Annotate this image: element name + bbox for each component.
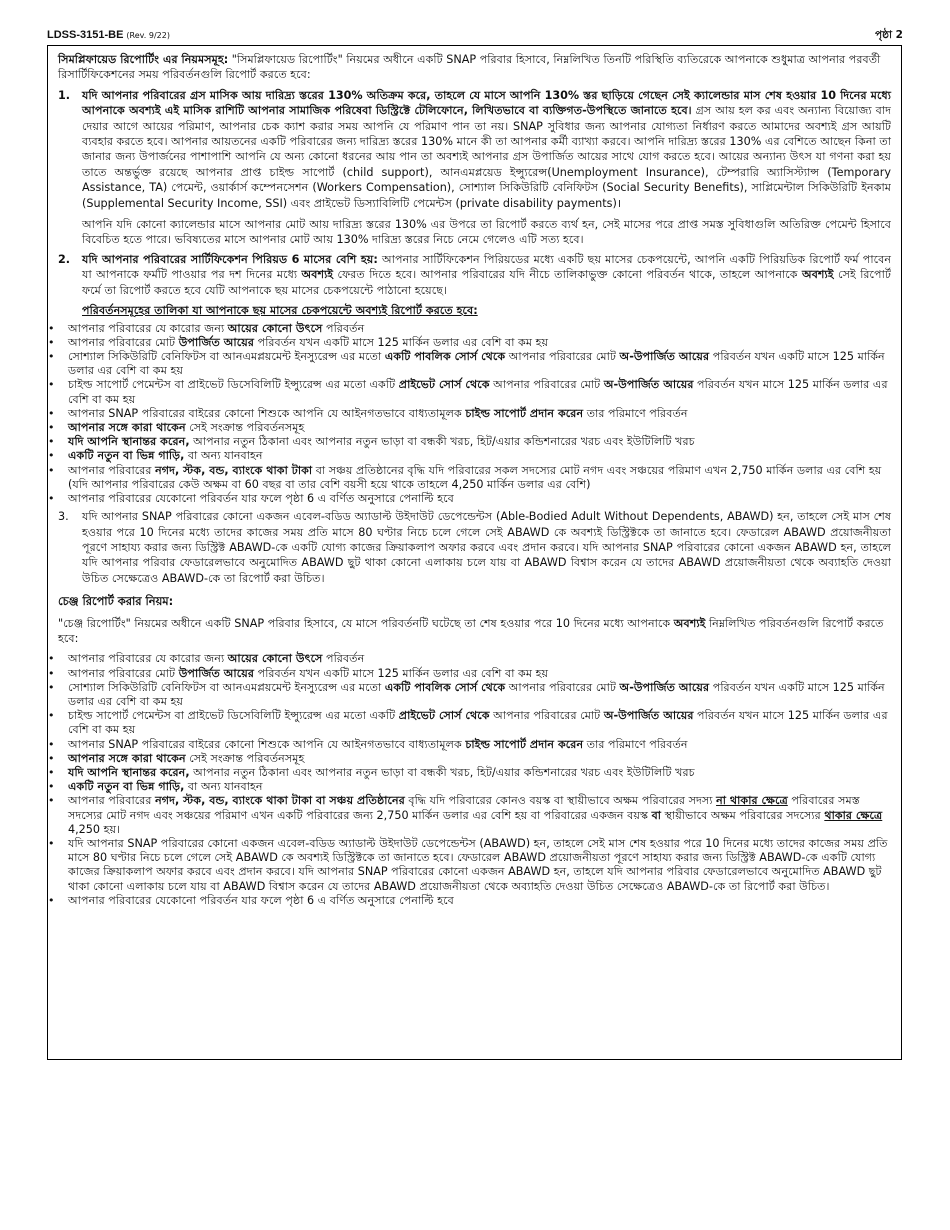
item-2-text: ফেরত দিতে হবে। আপনার পরিবারের যদি নীচে তালিকাভুক্ত কোনো পরিবর্তন থাকে, তাহলে আপনাকে [333, 268, 802, 282]
item-2-emphasis: অবশ্যই [301, 268, 334, 282]
intro-paragraph [58, 52, 891, 83]
list-item: • আপনার পরিবারের নগদ, স্টক, বন্ড, ব্যাংকে থাকা টাকা বা সঞ্চয় প্রতিষ্ঠানের বৃদ্ধি যদি পরিবারের সকল সদস্যের মোট নগদ এবং সঞ্চয়ের পরিমাণ এখন 2,750 মার্কিন ডলার এর বেশি হয় (যদি আপনার পরিবারের কেউ অক্ষম বা 60 বছর বা তার বেশি বয়সী হয়ে থাকে তাহলে 4,250 মার্কিন ডলার এর বেশি) [48, 464, 891, 492]
change-text: নিম্নলিখিত পরিবর্তনগুলি রিপোর্ট করতে হবে: [58, 616, 884, 645]
intro-text: "সিমপ্লিফায়েড রিপোর্টিং" নিয়মের অধীনে একটি SNAP পরিবার হিসাবে, নিম্নলিখিত তিনটি পরিস্থিতি ব্যতিরেকে আপনাকে শুধুমাত্র আপনার পরবর্তী রিসার্টিফিকেশনের সময় পরিবর্তনগুলি রিপোর্ট করতে হবে: [58, 53, 881, 82]
numbered-item-2 [58, 252, 891, 298]
change-reporting-list [58, 652, 891, 908]
intro-title: সিমপ্লিফায়েড রিপোর্টিং এর নিয়মসমূহ: [58, 53, 229, 66]
list-item: • একটি নতুন বা ভিন্ন গাড়ি, বা অন্য যানবাহন [48, 780, 891, 794]
form-identifier [47, 29, 170, 41]
list-item: • আপনার পরিবারের নগদ, স্টক, বন্ড, ব্যাংকে থাকা টাকা বা সঞ্চয় প্রতিষ্ঠানের বৃদ্ধি যদি পরিবারের কোনও বয়স্ক বা স্থায়ীভাবে অক্ষম পরিবারের সদস্য না থাকার ক্ষেত্রে পরিবারের সমস্ত সদস্যের মোট নগদ এবং সঞ্চয়ের পরিমাণ এখন একটি পরিবারের জন্য 2,750 মার্কিন ডলার এর বেশি হয় বা পরিবারের একজন বয়স্ক বা স্থায়ীভাবে অক্ষম পরিবারের সদস্যের থাকার ক্ষেত্রে 4,250 হয়। [48, 794, 891, 837]
form-id: LDSS-3151-BE [47, 29, 124, 41]
list-item: • সোশ্যাল সিকিউরিটি বেনিফিটস বা আনএমপ্লয়মেন্ট ইনস্যুরেন্স এর মতো একটি পাবলিক সোর্স থেকে আপনার পরিবারের মোট অ-উপার্জিত আয়ের পরিবর্তন যখন একটি মাসে 125 মার্কিন ডলার এর বেশি বা কম হয় [48, 681, 891, 709]
list-item: • আপনার পরিবারের মোট উপার্জিত আয়ের পরিবর্তন যখন একটি মাসে 125 মার্কিন ডলার এর বেশি বা কম হয় [48, 667, 891, 681]
change-emphasis: অবশ্যই [673, 616, 706, 630]
list-item: • চাইল্ড সাপোর্ট পেমেন্টস বা প্রাইভেট ডিসেবিলিটি ইন্স্যুরেন্স এর মতো একটি প্রাইভেট সোর্স থেকে আপনার পরিবারের মোট অ-উপার্জিত আয়ের পরিবর্তন যখন মাসে 125 মার্কিন ডলার এর বেশি বা কম হয় [48, 709, 891, 737]
change-reporting-paragraph [58, 616, 891, 647]
checkpoint-list-title-text: পরিবর্তনসমূহের তালিকা যা আপনাকে ছয় মাসের চেকপয়েন্টে অবশ্যই রিপোর্ট করতে হবে: [82, 304, 478, 318]
list-item: • একটি নতুন বা ভিন্ন গাড়ি, বা অন্য যানবাহন [48, 449, 891, 463]
checkpoint-list-title [82, 303, 891, 318]
list-item: • যদি আপনি স্থানান্তর করেন, আপনার নতুন ঠিকানা এবং আপনার নতুন ভাড়া বা বন্ধকী খরচ, হিট/এয়ার কন্ডিশনারের খরচ এবং ইউটিলিটি খরচ [48, 435, 891, 449]
item-number: 2. [58, 252, 71, 266]
numbered-item-3 [58, 509, 891, 586]
list-item: • যদি আপনার SNAP পরিবারের কোনো একজন এবেল-বডিড অ্যাডাল্ট উইদাউট ডেপেন্ডেন্টস (ABAWD) হন, তাহলে সেই মাস শেষ হওয়ার পরে 10 দিনের মধ্যে তাদের কাজের সময় প্রতি মাসে 80 ঘণ্টার নিচে চলে গেলে সেই ABAWD কে অবশ্যই ডিস্ট্রিক্টকে তা জানাতে হবে। ফেডারেল ABAWD প্রয়োজনীয়তা পূরণে সাহায্য করার জন্য ডিস্ট্রিক্ট ABAWD-কে একটি যোগ্য কাজের ক্রিয়াকলাপ অফার করবে এবং প্রদান করবে। যদি আপনার SNAP পরিবারের কোনো একজন ABAWD হন, তাহলে যদি আপনার পরিবার ফেডারেলভাবে অনুমোদিত ABAWD ছুট থাকা কোনো এলাকায় চলে যায় বা ABAWD বিশ্বাস করেন যে তাদের ABAWD প্রয়োজনীয়তা থেকে অব্যাহতি দেওয়া উচিত সেক্ষেত্রেও ABAWD-কে তা রিপোর্ট করা উচিত। [48, 837, 891, 894]
change-reporting-title: চেঞ্জ রিপোর্ট করার নিয়ম: [58, 594, 174, 609]
item-1-subparagraph: আপনি যদি কোনো ক্যালেন্ডার মাসে আপনার মোট আয় দারিদ্র্য স্তরের 130% এর উপরে তা রিপোর্ট করতে ব্যর্থ হন, সেই মাসের পরে প্রাপ্ত সমস্ত সুবিধাগুলি অতিরিক্ত পেমেন্ট হিসাবে বিবেচিত হতে পারে। ভবিষ্যতের মাসে আপনার মোট আয় 130% দারিদ্র্য স্তরের নিচে নেমে গেলেও এটি সত্য হবে। [82, 218, 891, 247]
item-2-text: আপনার সার্টিফিকেশন পিরিয়ডের মধ্যে একটি ছয় মাসের চেকপয়েন্টে, আপনি একটি পিরিয়ডিক রিপোর্ট ফর্ম পাবেন যা আপনাকে ফর্মটি পাওয়ার পর দশ দিনের মধ্যে [82, 252, 891, 282]
list-item: • আপনার সঙ্গে কারা থাকেন সেই সংক্রান্ত পরিবর্তনসমূহ [48, 421, 891, 435]
list-item: • সোশ্যাল সিকিউরিটি বেনিফিটস বা আনএমপ্লয়মেন্ট ইনস্যুরেন্স এর মতো একটি পাবলিক সোর্স থেকে আপনার পরিবারের মোট অ-উপার্জিত আয়ের পরিবর্তন যখন একটি মাসে 125 মার্কিন ডলার এর বেশি বা কম হয় [48, 350, 891, 378]
list-item: • যদি আপনি স্থানান্তর করেন, আপনার নতুন ঠিকানা এবং আপনার নতুন ভাড়া বা বন্ধকী খরচ, হিট/এয়ার কন্ডিশনারের খরচ এবং ইউটিলিটি খরচ [48, 766, 891, 780]
checkpoint-changes-list [58, 322, 891, 507]
list-item: • আপনার পরিবারের যে কারোর জন্য আয়ের কোনো উৎসে পরিবর্তন [48, 652, 891, 666]
item-2-bold: যদি আপনার পরিবারের সার্টিফিকেশন পিরিয়ড 6 মাসের বেশি হয়: [82, 252, 378, 266]
form-revision: (Rev. 9/22) [126, 31, 170, 40]
item-2-text: সেই রিপোর্ট ফর্মে তা রিপোর্ট করতে হবে যেটি আপনাকে ছয় মাসের চেকপয়েন্টে পাঠানো হয়েছে। [82, 268, 891, 297]
item-2-emphasis: অবশ্যই [802, 268, 834, 282]
list-item: • আপনার SNAP পরিবারের বাইরের কোনো শিশুকে আপনি যে আইনগতভাবে বাধ্যতামূলক চাইল্ড সাপোর্ট প্রদান করেন তার পরিমাণে পরিবর্তন [48, 407, 891, 421]
list-item: • আপনার পরিবারের যে কারোর জন্য আয়ের কোনো উৎসে পরিবর্তন [48, 322, 891, 336]
item-3-paragraph: যদি আপনার SNAP পরিবারের কোনো একজন এবেল-বডিড অ্যাডাল্ট উইদাউট ডেপেন্ডেন্টস (Able-Bodied Adult Without Dependents, ABAWD) হন, তাহলে সেই মাস শেষ হওয়ার পরে 10 দিনের মধ্যে তাদের কাজের সময় প্রতি মাসে 80 ঘণ্টার নিচে চলে গেলে সেই ABAWD কে অবশ্যই ডিস্ট্রিক্টকে তা জানাতে হবে। ফেডারেল ABAWD প্রয়োজনীয়তা পূরণে সাহায্য করার জন্য ডিস্ট্রিক্ট ABAWD-কে একটি যোগ্য কাজের ক্রিয়াকলাপ অফার করবে এবং প্রদান করবে। যদি আপনার SNAP পরিবারের কোনো একজন ABAWD হন, তাহলে যদি আপনার পরিবার ফেডারেলভাবে অনুমোদিত ABAWD ছুট থাকা কোনো এলাকায় চলে যায় বা ABAWD বিশ্বাস করেন যে তাদের ABAWD প্রয়োজনীয়তা থেকে অব্যাহতি দেওয়া উচিত সেক্ষেত্রেও ABAWD-কে তা রিপোর্ট করা উচিত। [82, 510, 891, 585]
change-text: "চেঞ্জ রিপোর্টিং" নিয়মের অধীনে একটি SNAP পরিবার হিসাবে, যে মাসে পরিবর্তনটি ঘটেছে তা শেষ হওয়ার পরে 10 দিনের মধ্যে আপনাকে [58, 616, 674, 630]
list-item: • আপনার পরিবারের মোট উপার্জিত আয়ের পরিবর্তন যখন একটি মাসে 125 মার্কিন ডলার এর বেশি বা কম হয় [48, 336, 891, 350]
item-1-paragraph [82, 88, 891, 211]
page-number: পৃষ্ঠা 2 [875, 29, 903, 41]
item-1-bold: যদি আপনার পরিবারের গ্রস মাসিক আয় দারিদ্র্য স্তরের 130% অতিক্রম করে, তাহলে যে মাসে আপনি 130% স্তর ছাড়িয়ে গেছেন সেই ক্যালেন্ডার মাস শেষ হওয়ার 10 দিনের মধ্যে আপনাকে অবশ্যই এই মাসিক রাশিটি আপনার সামাজিক পরিষেবা ডিস্ট্রিক্টে টেলিফোনে, লিখিতভাবে বা ব্যক্তিগত-উপস্থিতে জানাতে হবে। [82, 88, 891, 118]
item-1-text: গ্রস আয় হল কর এবং অন্যান্য বিয়োজ্য বাদ দেয়ার আগে আয়ের পরিমাণ, আপনার চেক ক্যাশ করার সময় আপনি যে পরিমাণ পান তা নয়। SNAP সুবিধার জন্য আপনার যোগ্যতা নির্ধারণ করতে আমাদের অবশ্যই গ্রস আয়টি ব্যবহার করতে হবে। আপনার আয়তনের একটি পরিবারের জন্য দারিদ্র্য স্তরের 130% মানে কী তা আপনার কর্মী ব্যাখ্যা করবে। আপনি দারিদ্র্য স্তরের 130% এর বেশিতে আছেন কিনা তা জানার জন্য উপার্জনের পাশাপাশি আপনি যে অন্য কোনো ধরনের আয় পান তা অবশ্যই আপনার গ্রস উপার্জিত আয়ের সাথে যোগ করতে হবে। আয়ের অন্যান্য উৎস যা গণনা করা হয় তাতে অন্তর্ভুক্ত রয়েছে আপনার প্রাপ্ত চাইল্ড সাপোর্ট (child support), আনএমপ্লয়েড ইন্স্যুরেন্স(Unemployment Insurance), টেম্পরারি অ্যাসিস্ট্যান্স (Temporary Assistance, TA) পেমেন্ট, ওয়ার্কার্স কম্পেনসেশন (Workers Compensation), সোশ্যাল সিকিউরিটি বেনিফিটস (Social Security Benefits), সাপ্লিমেন্টাল সিকিউরিটি ইনকাম (Supplemental Security Income, SSI) এবং প্রাইভেট ডিস্যাবিলিটি পেমেন্টস (private disability payments)। [82, 104, 891, 210]
list-item: • চাইল্ড সাপোর্ট পেমেন্টস বা প্রাইভেট ডিসেবিলিটি ইন্স্যুরেন্স এর মতো একটি প্রাইভেট সোর্স থেকে আপনার পরিবারের মোট অ-উপার্জিত আয়ের পরিবর্তন যখন মাসে 125 মার্কিন ডলার এর বেশি বা কম হয় [48, 378, 891, 406]
numbered-item-1 [58, 88, 891, 248]
page-header [47, 28, 903, 44]
list-item: • আপনার সঙ্গে কারা থাকেন সেই সংক্রান্ত পরিবর্তনসমূহ [48, 752, 891, 766]
content-box [47, 45, 902, 1060]
list-item: • আপনার SNAP পরিবারের বাইরের কোনো শিশুকে আপনি যে আইনগতভাবে বাধ্যতামূলক চাইল্ড সাপোর্ট প্রদান করেন তার পরিমাণে পরিবর্তন [48, 738, 891, 752]
item-number: 1. [58, 88, 71, 102]
item-number: 3. [58, 510, 69, 524]
list-item: • আপনার পরিবারের যেকোনো পরিবর্তন যার ফলে পৃষ্ঠা 6 এ বর্ণিত অনুসারে পেনাল্টি হবে [48, 894, 891, 908]
item-2-paragraph [82, 252, 891, 298]
list-item: • আপনার পরিবারের যেকোনো পরিবর্তন যার ফলে পৃষ্ঠা 6 এ বর্ণিত অনুসারে পেনাল্টি হবে [48, 492, 891, 506]
